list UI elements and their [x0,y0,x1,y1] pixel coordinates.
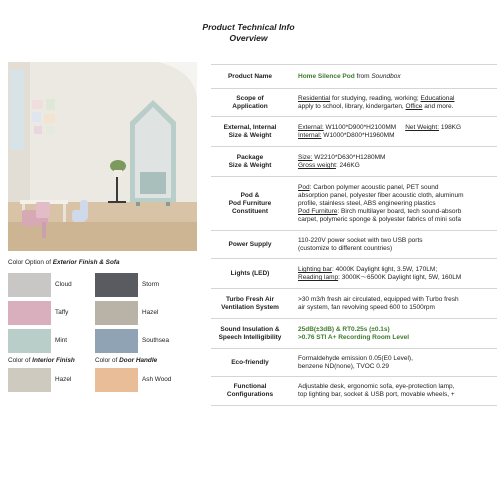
spec-value [298,231,497,259]
door-heading-bold: Door Handle [119,357,158,364]
spec-label [211,377,289,405]
value-line: Formaldehyde emission 0.05(E0 Level), [298,355,413,362]
swatch-hazel[interactable] [95,301,138,325]
spec-row-scope [211,88,497,117]
label-line: Configurations [226,391,274,398]
value-line [298,124,497,132]
value-line [298,154,497,162]
value-text: : 246KG [335,162,360,169]
spec-row-sound [211,318,497,349]
product-photo [8,62,197,251]
value-line: (customize to different countries) [298,245,393,252]
spec-label [211,147,289,177]
spec-label [211,319,289,349]
product-name-text: Home Silence Pod [298,73,355,80]
swatch-label-southsea: Southsea [142,337,170,344]
value-text: apply to school, library, kindergarten, [298,103,406,110]
swatch-label-hazel: Hazel [142,309,159,316]
value-text: 198KG [439,124,462,131]
spec-row-product-name [211,64,497,89]
value-text: W1100*D900*H2100MM [323,124,397,131]
value-term: Net Weight: [405,124,440,131]
label-line: Scope of [236,95,264,102]
value-term: Lighting bar [298,266,332,273]
label-text: Product Name [227,73,273,80]
value-line [298,103,497,111]
spec-row-eco [211,348,497,377]
value-line [298,95,497,103]
spec-label [211,231,289,259]
label-text: Eco-friendly [231,359,269,366]
value-term: Reading lamp [298,274,339,281]
label-line: Package [236,154,264,161]
spec-value [298,65,497,89]
value-text: : Carbon polymer acoustic panel, PET sound [309,184,439,191]
value-line [298,184,497,192]
spec-row-power [211,230,497,259]
value-line: 25dB(±3dB) & RT0.25s (±0.1s) [298,326,390,333]
value-term: Size: [298,154,313,161]
value-line: top lighting bar, socket & USB port, movable wheels, + [298,391,455,398]
label-line: Speech Intelligibility [218,334,282,341]
spec-value [298,319,497,349]
value-term: Residential [298,95,331,102]
value-term: Pod Furniture [298,208,338,215]
value-text: : 3000K～6500K Daylight light, 5W, 160LM [338,274,462,281]
label-line: Pod Furniture [228,200,272,207]
label-line: Functional [233,383,267,390]
spec-label [211,349,289,377]
spec-row-furniture [211,176,497,231]
value-line [298,208,497,216]
product-brand: Soundbox [371,73,401,80]
value-line: >30 m3/h fresh air circulated, equipped with Turbo fresh [298,296,459,303]
swatch-cloud[interactable] [8,273,51,297]
label-line: Constituent [231,208,269,215]
spec-row-lights [211,258,497,289]
label-line: External, Internal [223,124,277,131]
swatch-label-taffy: Taffy [55,309,69,316]
spec-value [298,177,497,231]
swatch-label-cloud: Cloud [55,281,72,288]
interior-heading-bold: Interior Finish [32,357,75,364]
spec-value [298,349,497,377]
spec-value [298,89,497,117]
value-text: W1000*D800*H1960MM [321,132,395,139]
label-text: Power Supply [228,241,272,248]
swatch-southsea[interactable] [95,329,138,353]
door-heading-prefix: Color of [95,357,118,364]
value-term: Educational [420,95,455,102]
spec-value [298,117,497,147]
value-line: absorption panel, polyester fiber acoustic cloth, aluminum [298,192,464,199]
value-text: : Birch multilayer board, tech sound-absorb [337,208,462,215]
value-term: Internal: [298,132,322,139]
swatch-label-interior-hazel: Hazel [55,376,72,383]
label-line: Ventilation System [221,304,279,311]
value-term: Office [405,103,423,110]
value-text: and more. [422,103,454,110]
value-line: >0.76 STI A+ Recording Room Level [298,334,410,341]
value-line: 110-220V power socket with two USB ports [298,237,423,244]
label-line: Size & Weight [228,162,272,169]
value-term: External: [298,124,324,131]
value-term: Pod [298,184,310,191]
interior-heading-prefix: Color of [8,357,31,364]
spec-value [298,377,497,405]
exterior-heading-prefix: Color Option of [8,259,51,266]
title-line-2: Overview [229,33,268,43]
exterior-color-heading [8,259,120,267]
spec-row-ventilation [211,288,497,319]
spec-value [298,259,497,289]
spec-value [298,289,497,319]
spec-label [211,117,289,147]
swatch-label-ash-wood: Ash Wood [142,376,172,383]
spec-label [211,177,289,231]
spec-row-functional [211,376,497,406]
value-line: carpet, polymeric sponge & polyester fabrics of mini sofa [298,216,461,223]
spec-label [211,289,289,319]
swatch-label-storm: Storm [142,281,160,288]
label-line: Size & Weight [228,132,272,139]
spec-label [211,89,289,117]
value-line [298,274,497,282]
value-line: benzene ND(none), TVOC 0.29 [298,363,389,370]
value-text: : 4000K Daylight light, 3.5W, 170LM; [331,266,438,273]
swatch-interior-hazel[interactable] [8,368,51,392]
value-line: profile, stainless steel, ABS engineering plastics [298,200,436,207]
value-text: for studying, reading, working; [330,95,421,102]
value-line [298,73,497,81]
product-name-from: from [354,73,372,80]
spec-row-package [211,146,497,177]
spec-label [211,259,289,289]
value-line [298,162,497,170]
label-text: Lights (LED) [230,270,270,277]
label-line: Turbo Fresh Air [225,296,274,303]
swatch-mint[interactable] [8,329,51,353]
value-line: air system, fan revolving speed 600 to 1500rpm [298,304,435,311]
spec-row-size-weight [211,116,497,147]
interior-color-heading [8,357,75,365]
title-line-1: Product Technical Info [202,22,295,32]
swatch-taffy[interactable] [8,301,51,325]
exterior-heading-bold: Exterior Finish & Sofa [52,259,120,266]
value-line [298,266,497,274]
swatch-storm[interactable] [95,273,138,297]
value-line [298,132,497,140]
page-title [0,22,497,44]
value-text: W2210*D630*H1280MM [312,154,386,161]
label-line: Sound Insulation & [220,326,280,333]
swatch-label-mint: Mint [55,337,68,344]
value-line: Adjustable desk, ergonomic sofa, eye-protection lamp, [298,383,455,390]
door-handle-color-heading [95,357,157,365]
label-line: Application [232,103,268,110]
value-term: Gross weight [298,162,336,169]
label-line: Pod & [240,192,260,199]
spec-label [211,65,289,89]
spec-value [298,147,497,177]
swatch-ash-wood[interactable] [95,368,138,392]
